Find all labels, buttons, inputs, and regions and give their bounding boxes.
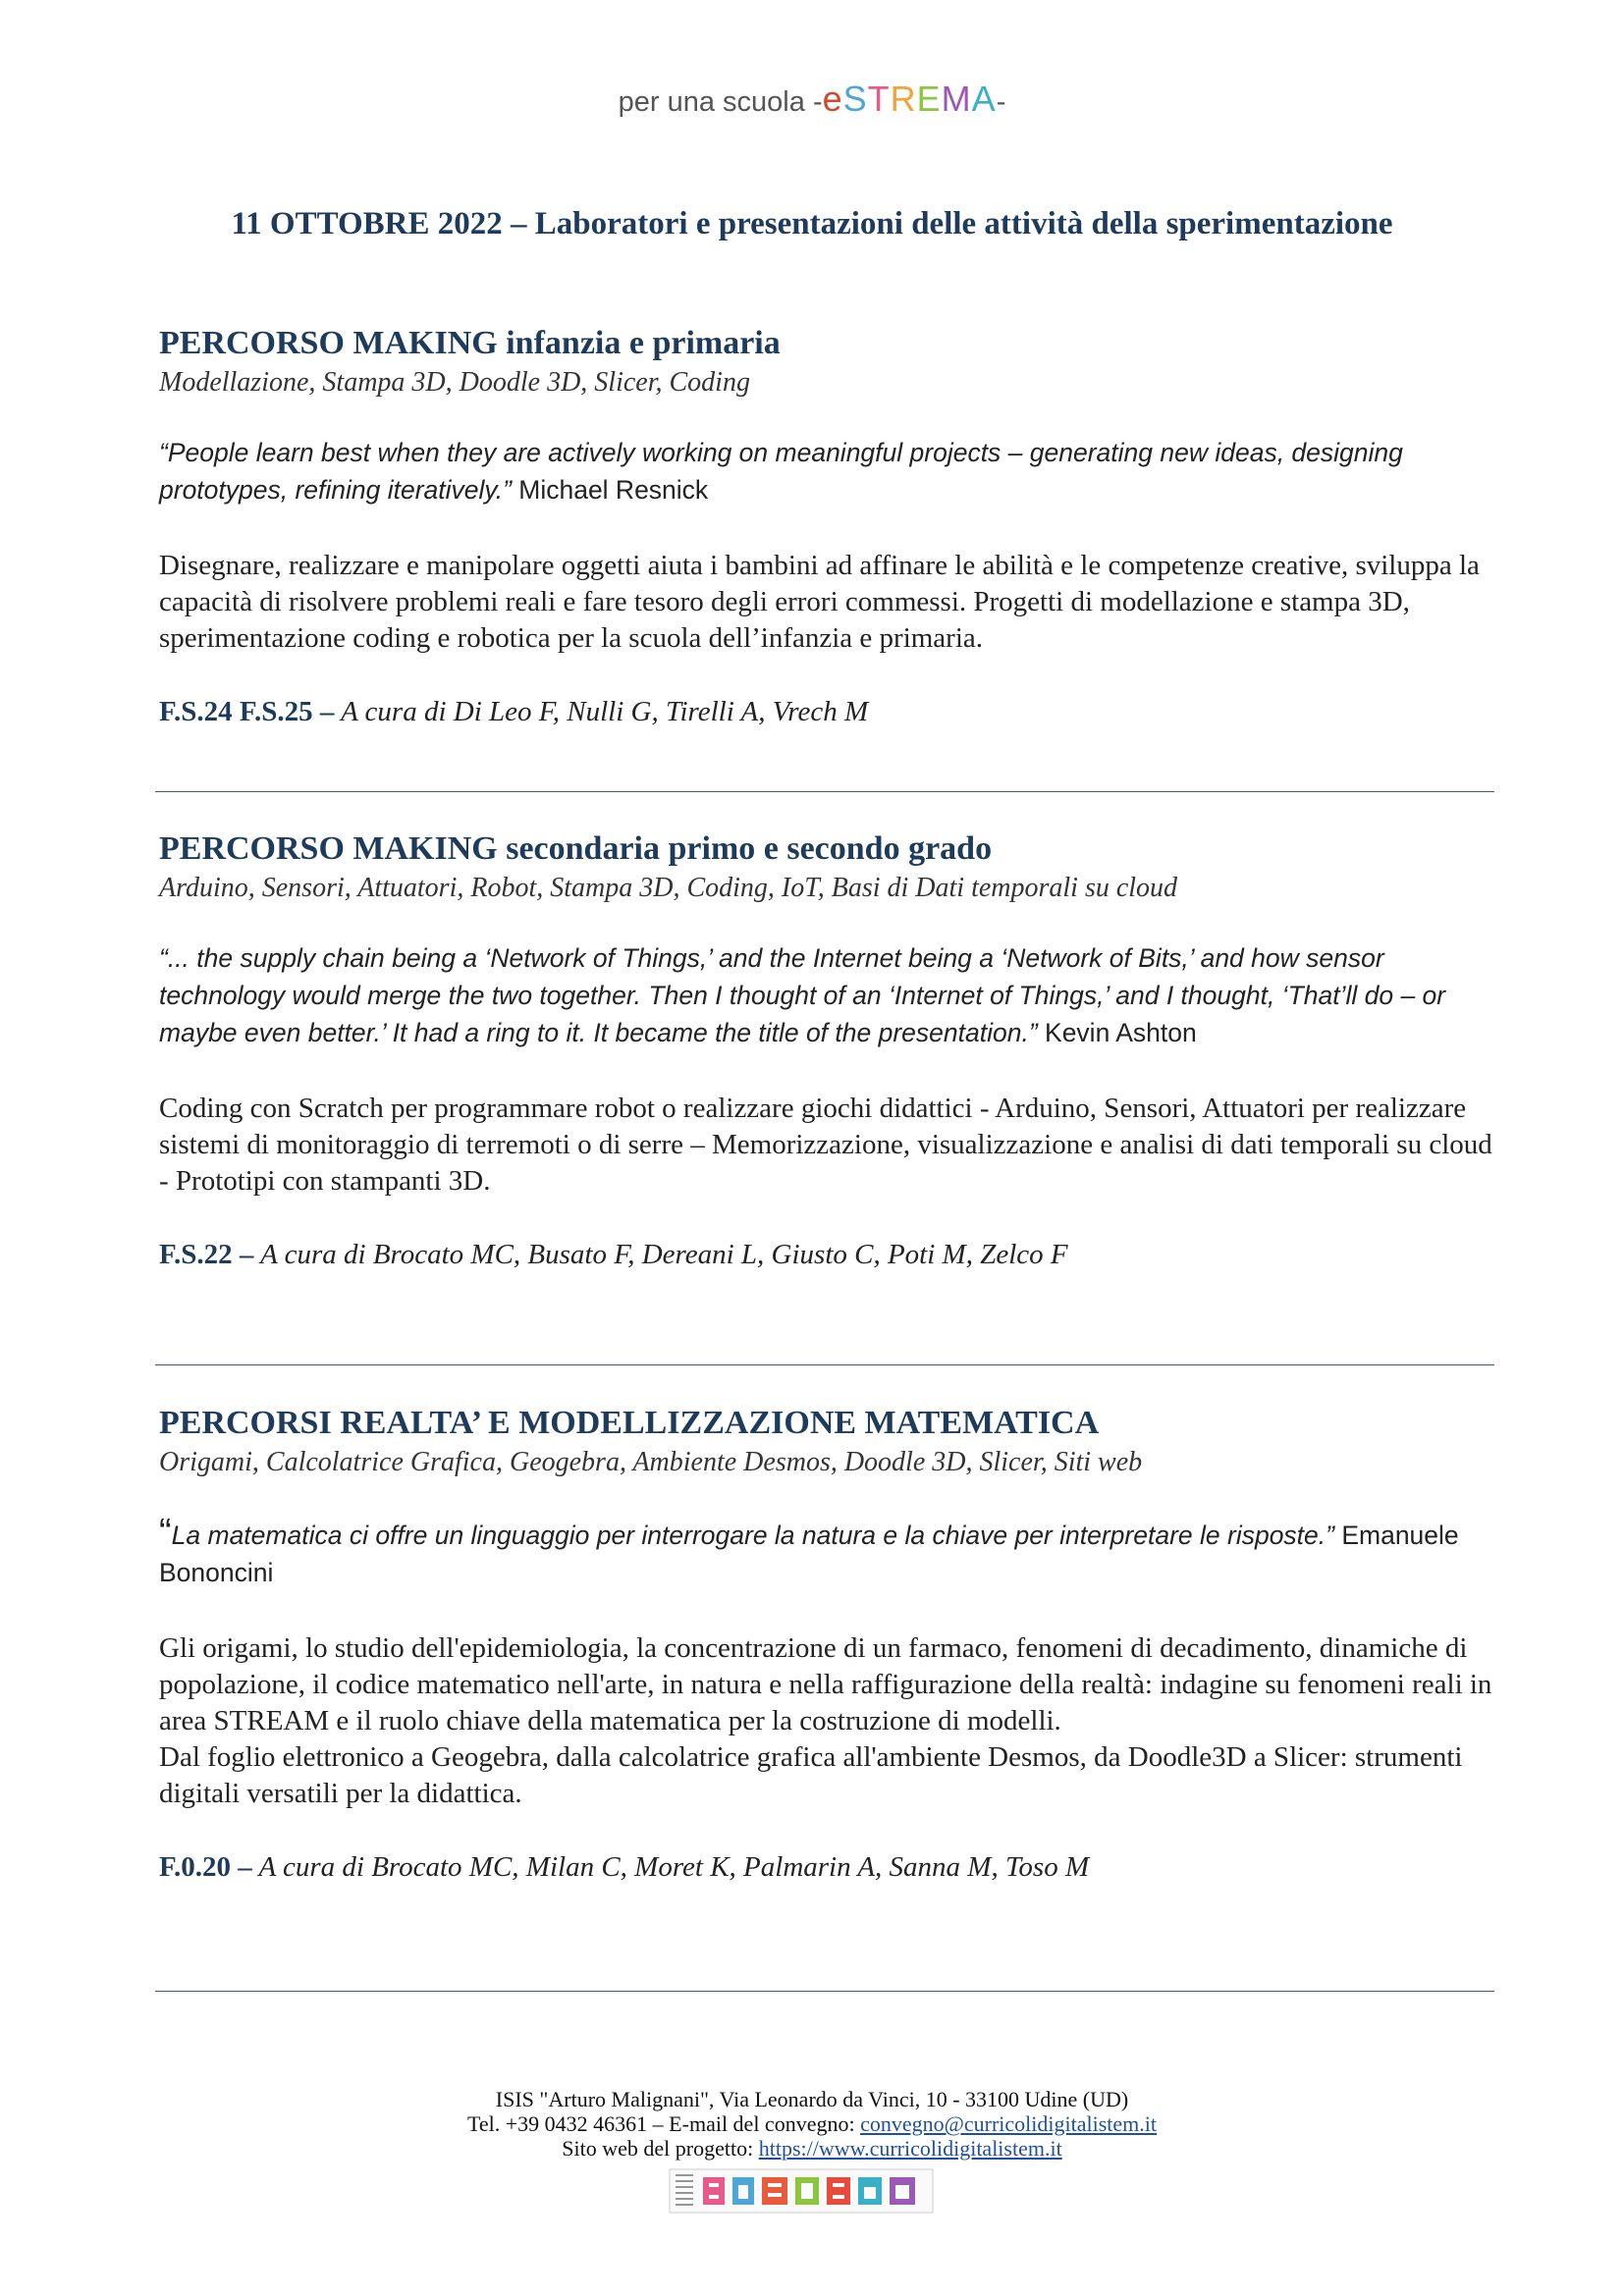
brand-letter-e: e [822, 79, 843, 119]
section-credit [159, 694, 1494, 730]
brand-letter-s: S [842, 79, 868, 119]
credit-code: F.S.22 – [159, 1239, 254, 1270]
section-quote [159, 434, 1494, 508]
section-making-secondaria [159, 829, 1494, 1273]
section-subtitle: Origami, Calcolatrice Grafica, Geogebra, Ambiente Desmos, Doodle 3D, Slicer, Siti web [159, 1447, 1143, 1477]
brand-prefix: per una scuola - [618, 86, 823, 118]
section-body: Coding con Scratch per programmare robot o realizzare giochi didattici - Arduino, Sensori, Attuatori per realizzare sistemi di monitoraggio di terremoti o di serre – Memorizzazione, visualizzazione e analisi di dati temporali su cloud - Prototipi con stampanti 3D. [159, 1093, 1492, 1197]
section-body: Disegnare, realizzare e manipolare oggetti aiuta i bambini ad affinare le abilità e le competenze creative, sviluppa la capacità di risolvere problemi reali e fare tesoro degli errori commessi. Progetti di modellazione e stampa 3D, sperimentazione coding e robotica per la scuola dell’infanzia e primaria. [159, 550, 1480, 654]
credit-authors: A cura di Brocato MC, Milan C, Moret K, Palmarin A, Sanna M, Toso M [251, 1851, 1090, 1883]
section-credit [159, 1849, 1494, 1886]
footer-tel: Tel. +39 0432 46361 – E-mail del convegno: [467, 2111, 861, 2136]
quote-text: La matematica ci offre un linguaggio per interrogare la natura e la chiave per interpretare le risposte.” [171, 1521, 1334, 1550]
footer-email-link[interactable]: convegno@curricolidigitalistem.it [860, 2111, 1157, 2136]
footer-website-link[interactable]: https://www.curricolidigitalistem.it [758, 2136, 1062, 2161]
section-title: PERCORSO MAKING secondaria primo e secondo grado [159, 830, 993, 867]
brand-logo-word [823, 79, 997, 119]
section-subtitle: Arduino, Sensori, Attuatori, Robot, Stampa 3D, Coding, IoT, Basi di Dati temporali su cloud [159, 873, 1178, 903]
section-title: PERCORSO MAKING infanzia e primaria [159, 325, 781, 361]
section-divider [155, 1364, 1494, 1365]
brand-letter-t: T [867, 79, 891, 119]
brand-letters [843, 79, 997, 119]
section-modellizzazione [159, 1404, 1494, 1886]
section-body: Gli origami, lo studio dell'epidemiologia, la concentrazione di un farmaco, fenomeni di decadimento, dinamiche di popolazione, il codice matematico nell'arte, in natura e nella raffigurazione della realtà: indagine su fenomeni reali in area STREAM e il ruolo chiave della matematica per la costruzione di modelli. [159, 1632, 1492, 1736]
brand-letter-e: E [916, 79, 942, 119]
quote-author: Emanuele Bononcini [159, 1521, 1459, 1587]
brand-letter-a: A [971, 79, 997, 119]
credit-code: F.0.20 – [159, 1851, 252, 1883]
section-divider [155, 791, 1494, 792]
footer-contact [0, 2111, 1624, 2136]
footer-steam-logo [668, 2165, 935, 2216]
quote-text: “... the supply chain being a ‘Network of Things,’ and the Internet being a ‘Network of Bits,’ and how sensor technology would merge the two together. Then I thought of an ‘Internet of Things,’ and I thought, ‘That’ll do – or maybe even better.’ It had a ring to it. It became the title of the presentation.” [159, 943, 1446, 1047]
footer-address: ISIS "Arturo Malignani", Via Leonardo da Vinci, 10 - 33100 Udine (UD) [495, 2087, 1129, 2111]
page-title: 11 OTTOBRE 2022 – Laboratori e presentazioni delle attività della sperimentazione [231, 206, 1393, 241]
credit-authors: A cura di Di Leo F, Nulli G, Tirelli A, Vrech M [334, 696, 869, 727]
credit-code: F.S.24 F.S.25 – [159, 696, 335, 727]
credit-authors: A cura di Brocato MC, Busato F, Dereani L, Giusto C, Poti M, Zelco F [253, 1239, 1068, 1270]
brand-letter-r: R [890, 79, 917, 119]
footer-website-label: Sito web del progetto: [562, 2136, 759, 2161]
section-quote [159, 1514, 1494, 1591]
footer-website-line [0, 2136, 1624, 2161]
section-divider [155, 1991, 1494, 1992]
brand-letter-m: M [941, 79, 972, 119]
brand-suffix: - [996, 86, 1006, 118]
header-brand [0, 79, 1624, 120]
quote-author: Michael Resnick [511, 475, 709, 505]
quote-open-mark: “ [159, 1512, 172, 1553]
section-quote [159, 939, 1494, 1051]
quote-author: Kevin Ashton [1037, 1018, 1197, 1047]
section-subtitle: Modellazione, Stampa 3D, Doodle 3D, Slicer, Coding [159, 367, 750, 398]
quote-text: “People learn best when they are actively working on meaningful projects – generating new ideas, designing prototypes, refining iteratively.” [159, 438, 1403, 505]
section-making-infanzia [159, 324, 1494, 730]
section-title: PERCORSI REALTA’ E MODELLIZZAZIONE MATEMATICA [159, 1405, 1100, 1441]
section-body-2: Dal foglio elettronico a Geogebra, dalla calcolatrice grafica all'ambiente Desmos, da Doodle3D a Slicer: strumenti digitali versatili per la didattica. [159, 1741, 1463, 1809]
footer [0, 2087, 1624, 2161]
section-credit [159, 1237, 1494, 1273]
